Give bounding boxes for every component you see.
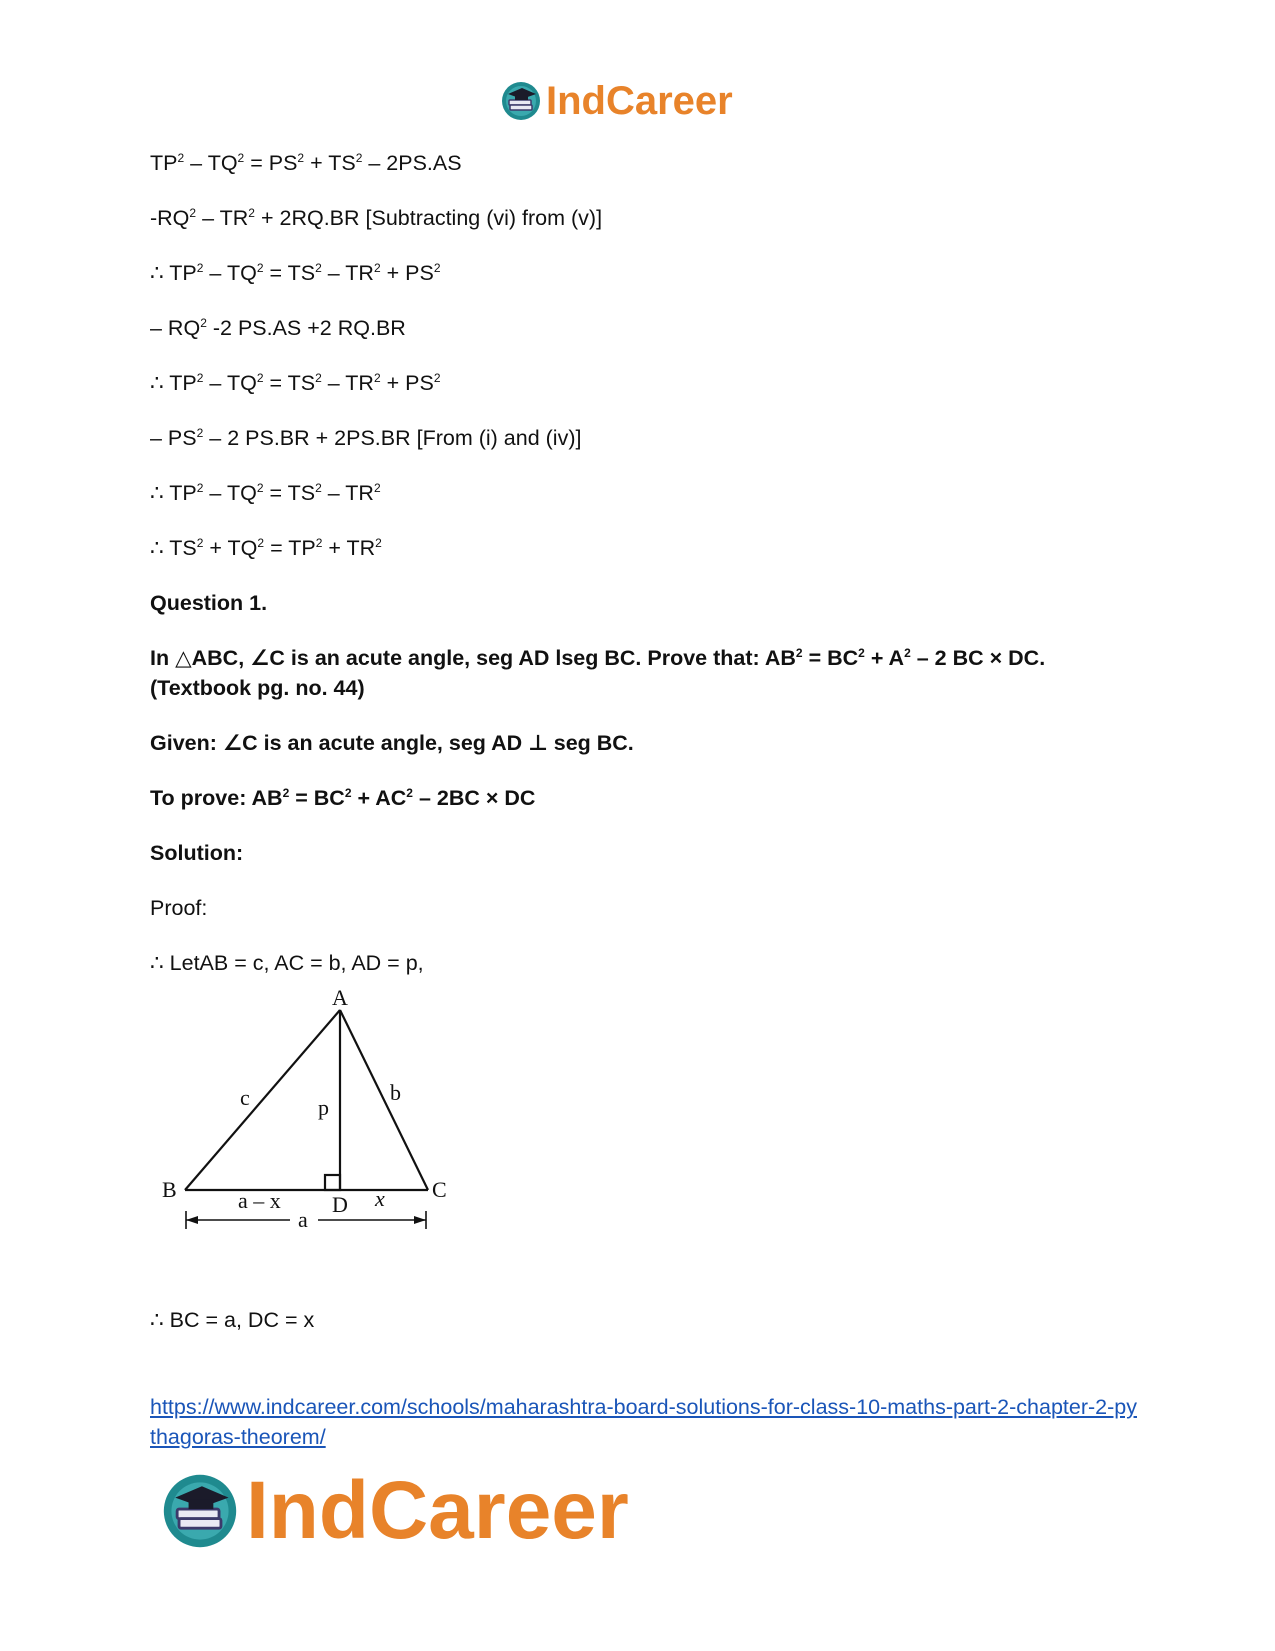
label-x: x bbox=[375, 1186, 385, 1211]
line-l1: $TP^2 - TQ^2 = PS^2 + TS^2 - 2PS.AS$ bbox=[150, 151, 462, 175]
line-l7: ∴ $TP^2 - TQ^2 = TS^2 - TR^2$ bbox=[150, 481, 381, 505]
line-l4: – $RQ^2$ -2 PS.AS +2 RQ.BR bbox=[150, 316, 406, 340]
bc-dc-definition: ∴ BC = a, DC = x bbox=[150, 1308, 315, 1332]
label-side-p: p bbox=[318, 1095, 329, 1120]
line-l3: ∴ $TP^2 - TQ^2 = TS^2 - TR^2 + PS^2$ bbox=[150, 261, 441, 285]
label-d-vertex: D bbox=[332, 1192, 348, 1217]
line-solution: Solution: bbox=[150, 841, 244, 865]
arrow-left bbox=[186, 1216, 198, 1224]
brand-logo-header bbox=[500, 80, 733, 122]
graduation-cap-book-icon bbox=[160, 1471, 240, 1551]
label-a-vertex: A bbox=[332, 985, 348, 1010]
brand-logo-footer bbox=[160, 1465, 629, 1556]
line-l5: ∴ $TP^2 - TQ^2 = TS^2 - TR^2 + PS^2$ bbox=[150, 371, 441, 395]
line-l2: $-RQ^2 - TR^2 + 2RQ.BR$ [Subtracting (vi) from (v)] bbox=[150, 206, 603, 230]
label-a-length: a bbox=[298, 1207, 308, 1232]
arrow-right bbox=[414, 1216, 426, 1224]
label-side-b: b bbox=[390, 1080, 401, 1105]
label-c-vertex: C bbox=[432, 1177, 447, 1202]
brand-name-footer: IndCareer bbox=[246, 1465, 629, 1556]
line-let: ∴ LetAB = c, AC = b, AD = p, bbox=[150, 951, 424, 975]
label-a-minus-x: a – x bbox=[238, 1188, 281, 1213]
line-proof: Proof: bbox=[150, 896, 208, 920]
label-side-c: c bbox=[240, 1085, 250, 1110]
brand-name: IndCareer bbox=[546, 79, 733, 123]
label-b-vertex: B bbox=[162, 1177, 177, 1202]
line-toprove: To prove: $AB^2 = BC^2 + AC^2 - 2BC$ × DC bbox=[150, 786, 536, 810]
graduation-cap-book-icon bbox=[500, 80, 542, 122]
side-ab bbox=[185, 1010, 340, 1190]
line-q1: Question 1. bbox=[150, 591, 268, 615]
line-l6: – $PS^2 - 2$ PS.BR + 2PS.BR [From (i) and (iv)] bbox=[150, 426, 582, 450]
document-body bbox=[150, 148, 1130, 1003]
source-link[interactable]: https://www.indcareer.com/schools/maharashtra-board-solutions-for-class-10-maths-part-2-chapter-2-pythagoras-theorem/ bbox=[150, 1395, 1137, 1449]
line-q1text: In △ABC, ∠C is an acute angle, seg AD lseg BC. Prove that: $AB^2 = BC^2 + A^2 - 2$ BC × DC. (Textbook pg. no. 44) bbox=[150, 646, 1046, 700]
right-angle-mark bbox=[325, 1175, 340, 1190]
side-ac bbox=[340, 1010, 428, 1190]
line-given: Given: ∠C is an acute angle, seg AD ⊥ seg BC. bbox=[150, 731, 634, 755]
triangle-diagram bbox=[150, 985, 470, 1270]
line-l8: ∴ $TS^2 + TQ^2 = TP^2 + TR^2$ bbox=[150, 536, 382, 560]
